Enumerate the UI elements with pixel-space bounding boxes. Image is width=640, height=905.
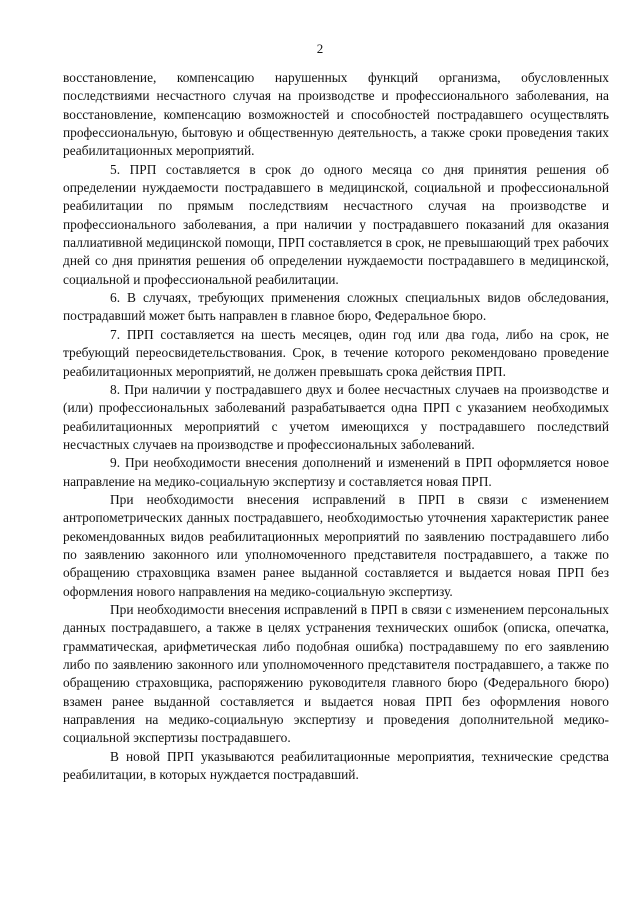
paragraph-item-9: 9. При необходимости внесения дополнений и изменений в ПРП оформляется новое направление на медико-социальную экспертизу и составляется новая ПРП. xyxy=(63,455,609,489)
document-body xyxy=(63,69,609,784)
paragraph-continuation: восстановление, компенсацию нарушенных функций организма, обусловленных последствиями несчастного случая на производстве и профессионального заболевания, на восстановление, компенсацию возможностей и способностей пострадавшего осуществлять профессиональную, бытовую и общественную деятельность, а также сроки проведения таких реабилитационных мероприятий. xyxy=(63,70,609,159)
paragraph-item-5: 5. ПРП составляется в срок до одного месяца со дня принятия решения об определении нуждаемости пострадавшего в медицинской, социальной и профессиональной реабилитации по прямым последствиям несчастного случая на производстве и профессионального заболевания, а при наличии у пострадавшего показаний для оказания паллиативной медицинской помощи, ПРП составляется в срок, не превышающий трех рабочих дней со дня принятия решения об определении нуждаемости пострадавшего в медицинской, социальной и профессиональной реабилитации. xyxy=(63,161,609,287)
paragraph-item-7: 7. ПРП составляется на шесть месяцев, один год или два года, либо на срок, не требующий переосвидетельствования. Срок, в течение которого рекомендовано проведение реабилитационных мероприятий, не должен превышать срока действия ПРП. xyxy=(63,326,609,379)
paragraph-item-6: 6. В случаях, требующих применения сложных специальных видов обследования, пострадавший может быть направлен в главное бюро, Федеральное бюро. xyxy=(63,290,609,324)
paragraph-new-prp-contents: В новой ПРП указываются реабилитационные мероприятия, технические средства реабилитации, в которых нуждается пострадавший. xyxy=(63,748,609,783)
paragraph-anthropometric-corrections: При необходимости внесения исправлений в ПРП в связи с изменением антропометрических данных пострадавшего, необходимостью уточнения характеристик ранее рекомендованных видов реабилитационных мероприятий по заявлению пострадавшего либо по заявлению законного или уполномоченного представителя пострадавшего, а также по обращению страховщика взамен ранее выданной составляется и выдается новая ПРП без оформления нового направления на медико-социальную экспертизу. xyxy=(63,491,609,599)
paragraph-personal-data-corrections: При необходимости внесения исправлений в ПРП в связи с изменением персональных данных пострадавшего, а также в целях устранения технических ошибок (описка, опечатка, грамматическая, арифметическая либо подобная ошибка) пострадавшему по его заявлению либо по заявлению законного или уполномоченного представителя пострадавшего, а также по обращению страховщика, распоряжению руководителя главного бюро (Федерального бюро) взамен ранее выданной составляется и выдается новая ПРП без оформления нового направления на медико-социальную экспертизу и проведения дополнительной медико-социальной экспертизы пострадавшего. xyxy=(63,601,609,746)
page-number: 2 xyxy=(316,41,324,56)
paragraph-item-8: 8. При наличии у пострадавшего двух и более несчастных случаев на производстве и (или) профессиональных заболеваний разрабатывается одна ПРП с указанием необходимых реабилитационных мероприятий с учетом имеющихся у пострадавшего последствий несчастных случаев на производстве и профессиональных заболеваний. xyxy=(63,381,609,452)
